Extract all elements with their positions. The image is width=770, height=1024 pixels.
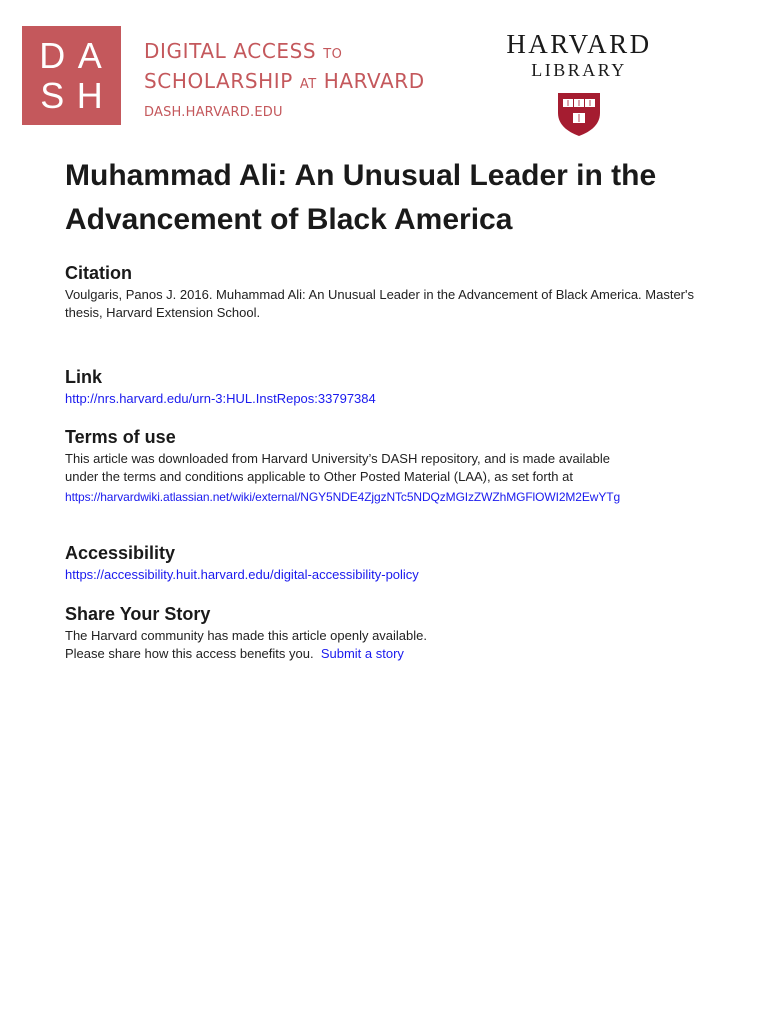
dash-url: DASH.HARVARD.EDU — [144, 105, 283, 120]
citation-section — [65, 262, 705, 322]
share-text-2: Please share how this access benefits you. — [65, 646, 314, 661]
share-text-1: The Harvard community has made this article openly available. — [65, 628, 428, 643]
submit-story-link[interactable]: Submit a story — [320, 646, 404, 661]
terms-heading: Terms of use — [65, 427, 176, 447]
dash-logo-letter: D — [39, 35, 67, 76]
terms-link[interactable]: https://harvardwiki.atlassian.net/wiki/external/NGY5NDE4ZjgzNTc5NDQzMGIzZWZhMGFlOWI2M2EwYTg — [65, 490, 621, 504]
accessibility-heading: Accessibility — [65, 543, 176, 563]
terms-section — [65, 426, 705, 506]
dash-line-2: SCHOLARSHIP AT HARVARD — [144, 69, 425, 93]
dash-logo-letter: A — [77, 35, 103, 76]
dash-logo-letter: S — [40, 75, 66, 116]
dash-logo-letter: H — [76, 75, 104, 116]
link-section — [65, 366, 705, 408]
library-wordmark: LIBRARY — [531, 60, 627, 80]
dash-logo — [22, 26, 121, 125]
dash-wordmark — [144, 38, 425, 120]
harvard-wordmark: HARVARD — [506, 29, 652, 59]
share-heading: Share Your Story — [65, 604, 211, 624]
terms-text: This article was downloaded from Harvard University’s DASH repository, and is made available under the terms and conditions applicable to Other Posted Material (LAA), as set forth at — [65, 451, 611, 484]
citation-text: Voulgaris, Panos J. 2016. Muhammad Ali: An Unusual Leader in the Advancement of Black America. Master's thesis, Harvard Extension School. — [65, 287, 694, 320]
document-title: Muhammad Ali: An Unusual Leader in the Advancement of Black America — [65, 159, 657, 236]
dash-line-1: DIGITAL ACCESS TO — [144, 39, 343, 63]
permalink[interactable]: http://nrs.harvard.edu/urn-3:HUL.InstRepos:33797384 — [65, 391, 376, 406]
accessibility-section — [65, 542, 705, 584]
citation-heading: Citation — [65, 263, 132, 283]
harvard-shield-icon — [555, 91, 603, 137]
harvard-library-logo — [488, 30, 670, 137]
share-section — [65, 603, 705, 663]
link-heading: Link — [65, 367, 103, 387]
accessibility-link[interactable]: https://accessibility.huit.harvard.edu/digital-accessibility-policy — [65, 567, 419, 582]
